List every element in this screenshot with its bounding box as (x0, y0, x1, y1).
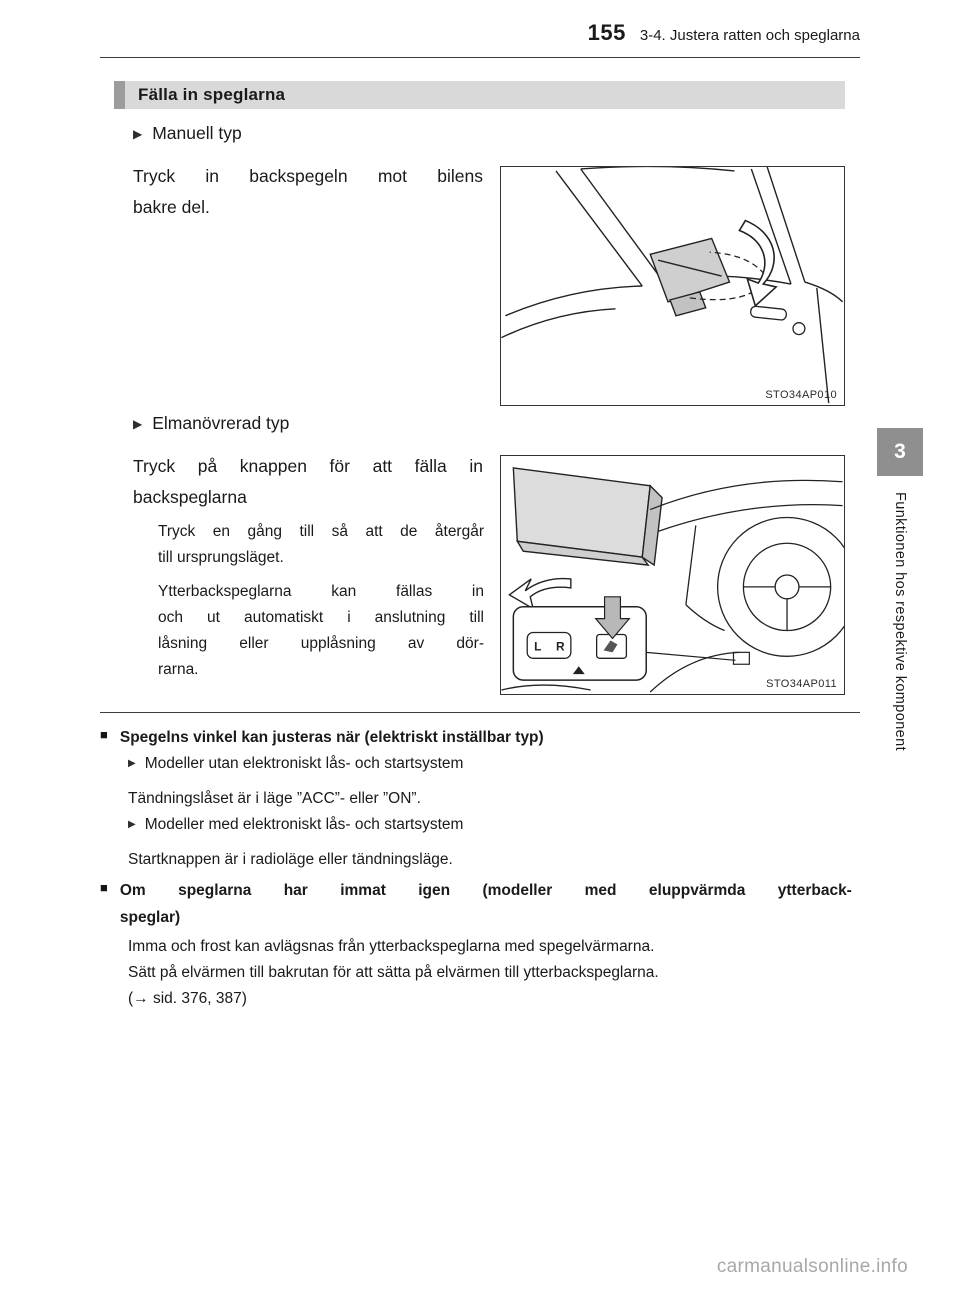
page-header (588, 20, 860, 46)
switch-location-marker (733, 652, 749, 664)
armrest-line (501, 685, 590, 690)
triangle-bullet-icon: ▶ (133, 126, 143, 141)
electric-type-paragraph (133, 451, 483, 513)
fold-direction-arrow (739, 221, 776, 306)
body-line: rarna. (158, 661, 199, 678)
body-line: Sätt på elvärmen till bakrutan för att sätta på elvärmen till ytterbackspeglarna. (128, 964, 659, 981)
note-item-label: Modeller utan elektroniskt lås- och startsystem (144, 755, 464, 772)
hood-line (501, 309, 615, 338)
note-body-defogger (128, 934, 860, 1012)
steering-wheel-hub (775, 575, 799, 599)
square-bullet-icon: ■ (100, 727, 108, 742)
pillar-line (686, 525, 696, 604)
body-line: låsning eller upplåsning av dör- (158, 635, 484, 652)
chapter-side-label-text: Funktionen hos respektive komponent (892, 492, 908, 752)
section-divider-rule (100, 712, 860, 713)
note-item-with-smart-key (128, 816, 463, 834)
chapter-number-tab: 3 (877, 428, 923, 476)
header-rule (100, 57, 860, 58)
manual-type-paragraph (133, 161, 483, 223)
a-pillar-line (556, 171, 642, 286)
figure-code-label: STO34AP010 (765, 389, 837, 401)
triangle-bullet-icon: ▶ (128, 758, 136, 769)
figure-code-label: STO34AP011 (766, 678, 837, 690)
body-line: (→ sid. 376, 387) (128, 990, 247, 1007)
body-line: Tryck en gång till så att de återgår (158, 523, 484, 540)
a-pillar-line (581, 169, 662, 280)
body-line (805, 282, 843, 302)
body-line: Tryck på knappen för att fälla in (133, 456, 483, 476)
electric-type-subnote-2 (158, 579, 484, 683)
cowl-line (505, 286, 642, 316)
note-item-label: Modeller med elektroniskt lås- och startsystem (144, 816, 464, 833)
body-line: bakre del. (133, 197, 210, 217)
body-line: till ursprungsläget. (158, 549, 284, 566)
note-title-line: speglar) (119, 909, 181, 926)
note-item-without-smart-key (128, 755, 463, 773)
key-cylinder (793, 323, 805, 335)
lower-dash-line (650, 652, 739, 692)
heading-manual-type-label: Manuell typ (152, 123, 242, 143)
select-right-label: R (555, 639, 565, 654)
note-body-start-button: Startknappen är i radioläge eller tändningsläge. (128, 851, 453, 868)
side-mirror-housing (650, 238, 729, 301)
mirror-switch-illustration (501, 456, 844, 694)
section-bar-accent (114, 81, 125, 109)
electric-type-subnote-1 (158, 519, 484, 571)
page-number: 155 (587, 20, 626, 45)
note-title-line: Spegelns vinkel kan justeras när (elektriskt inställbar typ) (119, 729, 544, 746)
chapter-header-title: 3-4. Justera ratten och speglarna (639, 27, 860, 44)
figure-manual-mirror-fold (500, 166, 845, 406)
note-title-mirror-angle (100, 724, 852, 751)
body-line: Ytterbackspeglarna kan fällas in (158, 583, 484, 600)
body-line: och ut automatiskt i anslutning till (158, 609, 484, 626)
watermark-text: carmanualsonline.info (716, 1256, 908, 1277)
select-left-label: L (534, 639, 542, 654)
figure-mirror-switch (500, 455, 845, 695)
triangle-bullet-icon: ▶ (133, 416, 143, 431)
note-title-line: Om speglarna har immat igen (modeller med eluppvärmda ytterback- (119, 882, 852, 899)
column-line (686, 605, 725, 631)
body-line: Imma och frost kan avlägsnas från ytterbackspeglarna med spegelvärmarna. (128, 938, 655, 955)
section-title-bar (114, 81, 845, 109)
fold-direction-arrow (509, 579, 570, 609)
body-line: Tryck in backspegeln mot bilens (133, 166, 483, 186)
heading-electric-type-label: Elmanövrerad typ (152, 413, 290, 433)
steering-wheel-spokes (743, 587, 830, 631)
note-body-ignition: Tändningslåset är i läge ”ACC”- eller ”ON”. (128, 790, 421, 807)
heading-electric-type (133, 413, 289, 434)
door-handle (750, 306, 787, 321)
triangle-bullet-icon: ▶ (128, 819, 136, 830)
square-bullet-icon: ■ (100, 880, 108, 895)
chapter-side-label (877, 492, 923, 862)
mirror-fold-illustration (501, 167, 844, 405)
heading-manual-type (133, 123, 242, 144)
roof-line (581, 167, 735, 171)
door-seam-line (817, 288, 829, 403)
body-line: backspeglarna (133, 487, 247, 507)
section-title: Fälla in speglarna (138, 85, 286, 104)
note-title-fogged-mirrors (100, 877, 852, 931)
